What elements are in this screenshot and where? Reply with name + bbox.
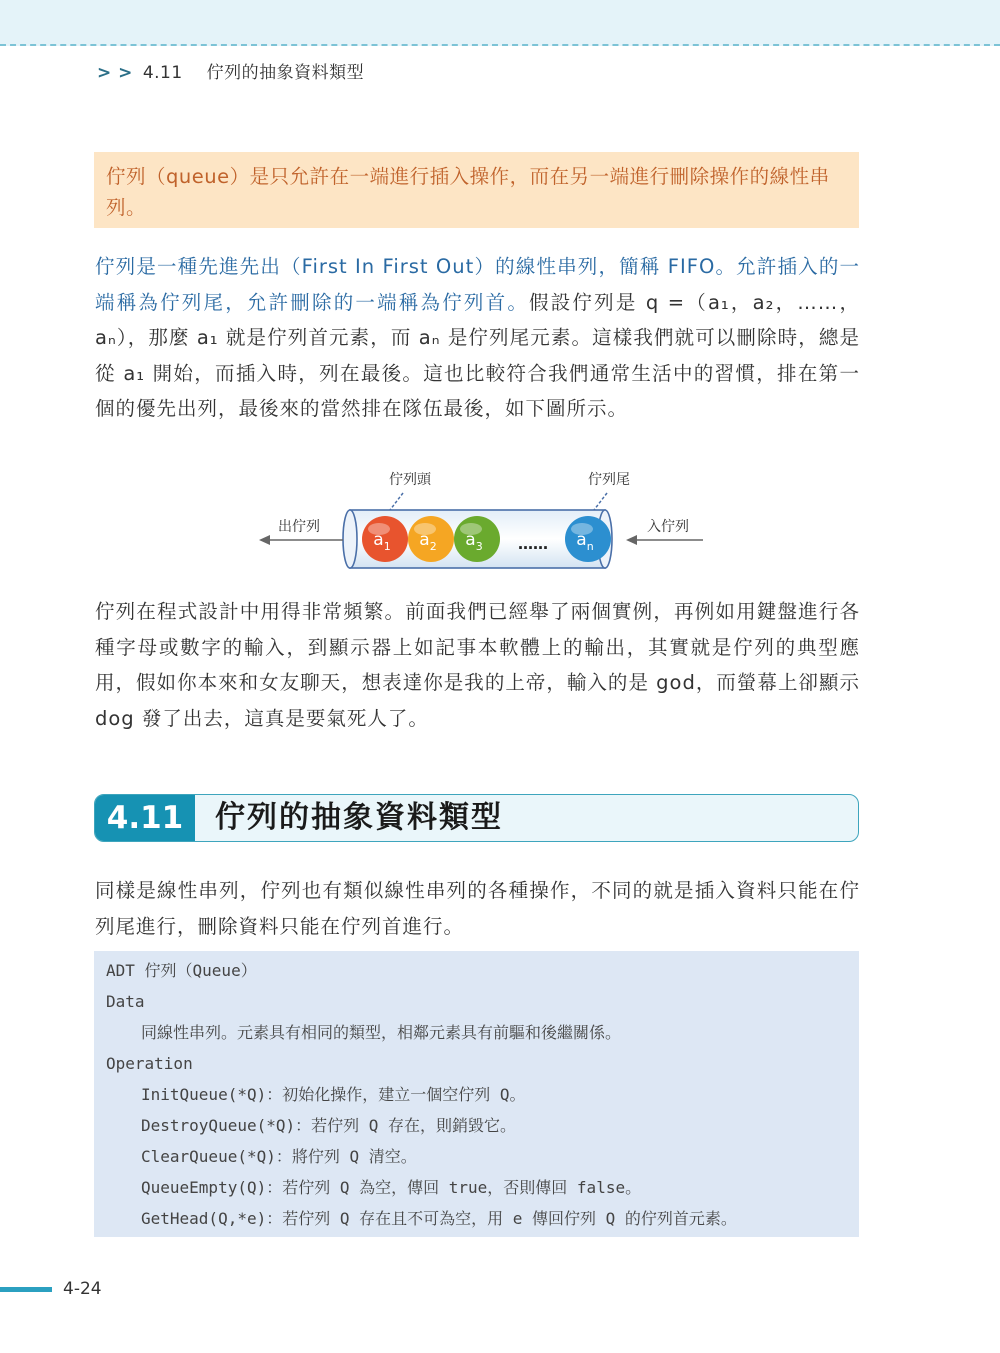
queue-ball-label: $a_2$ xyxy=(419,530,437,553)
code-line-initqueue: InitQueue(*Q)：初始化操作，建立一個空佇列 Q。 xyxy=(141,1085,526,1104)
running-header xyxy=(97,58,364,83)
queue-head-label: 佇列頭 xyxy=(389,472,431,488)
queue-ball-4 xyxy=(565,516,611,562)
queue-ellipsis: …… xyxy=(518,535,548,553)
page-number: 4-24 xyxy=(63,1279,102,1299)
queue-ball-label: $a_n$ xyxy=(576,530,594,553)
queue-head-pointer xyxy=(390,493,403,510)
paragraph-fifo-intro xyxy=(95,249,860,427)
queue-tube-left-end xyxy=(343,510,357,568)
queue-tail-label: 佇列尾 xyxy=(588,472,630,488)
dequeue-arrowhead xyxy=(259,535,270,545)
header-chevrons: > > xyxy=(97,63,133,83)
section-title: 佇列的抽象資料類型 xyxy=(215,800,503,835)
section-number: 4.11 xyxy=(95,795,195,841)
top-band xyxy=(0,0,1000,46)
code-line-data: Data xyxy=(106,992,145,1011)
queue-tail-pointer xyxy=(594,493,607,510)
code-line-data-desc: 同線性串列。元素具有相同的類型，相鄰元素具有前驅和後繼關係。 xyxy=(141,1023,622,1042)
code-line-queueempty: QueueEmpty(Q)：若佇列 Q 為空，傳回 true，否則傳回 false。 xyxy=(141,1178,642,1197)
adt-code-block xyxy=(94,951,859,1237)
code-line-adt: ADT 佇列（Queue） xyxy=(106,961,257,980)
header-section-number: 4.11 xyxy=(142,63,183,83)
paragraph-queue-ops: 同樣是線性串列，佇列也有類似線性串列的各種操作，不同的就是插入資料只能在佇列尾進行，刪除資料只能在佇列首進行。 xyxy=(95,879,860,938)
dequeue-label: 出佇列 xyxy=(278,519,320,535)
fifo-body-text: 假設佇列是 q =（a₁，a₂，……，aₙ），那麼 a₁ 就是佇列首元素，而 aₙ 是佇列尾元素。這樣我們就可以刪除時，總是從 a₁ 開始，而插入時，列在最後。這也比較符合我們通常生活中的習慣，排在第一個的優先出列，最後來的當然排在隊伍最後，如下圖所示。 xyxy=(95,290,860,420)
queue-ball-1 xyxy=(362,516,408,562)
code-line-operation: Operation xyxy=(106,1054,193,1073)
definition-callout: 佇列（queue）是只允許在一端進行插入操作，而在另一端進行刪除操作的線性串列。 xyxy=(94,152,859,228)
queue-ball-label: $a_1$ xyxy=(373,530,391,553)
header-section-title: 佇列的抽象資料類型 xyxy=(206,63,365,83)
queue-diagram xyxy=(255,466,715,586)
fifo-lead-text: 佇列是一種先進先出（First In First Out）的線性串列，簡稱 FIFO。允許插入的一端稱為佇列尾，允許刪除的一端稱為佇列首。 xyxy=(95,255,860,314)
enqueue-arrowhead xyxy=(626,535,637,545)
queue-ball-label: $a_3$ xyxy=(465,530,483,553)
code-line-destroyqueue: DestroyQueue(*Q)：若佇列 Q 存在，則銷毀它。 xyxy=(141,1116,517,1135)
queue-ball-2 xyxy=(408,516,454,562)
enqueue-label: 入佇列 xyxy=(647,519,689,535)
section-heading xyxy=(94,794,859,842)
queue-ball-3 xyxy=(454,516,500,562)
footer-accent-bar xyxy=(0,1287,52,1292)
paragraph-applications: 佇列在程式設計中用得非常頻繁。前面我們已經舉了兩個實例，再例如用鍵盤進行各種字母或數字的輸入，到顯示器上如記事本軟體上的輸出，其實就是佇列的典型應用，假如你本來和女友聊天，想表達你是我的上帝，輸入的是 god，而螢幕上卻顯示 dog 發了出去，這真是要氣死人了。 xyxy=(95,600,860,730)
code-line-clearqueue: ClearQueue(*Q)：將佇列 Q 清空。 xyxy=(141,1147,417,1166)
code-line-gethead: GetHead(Q,*e)：若佇列 Q 存在且不可為空，用 e 傳回佇列 Q 的佇列首元素。 xyxy=(141,1209,737,1228)
